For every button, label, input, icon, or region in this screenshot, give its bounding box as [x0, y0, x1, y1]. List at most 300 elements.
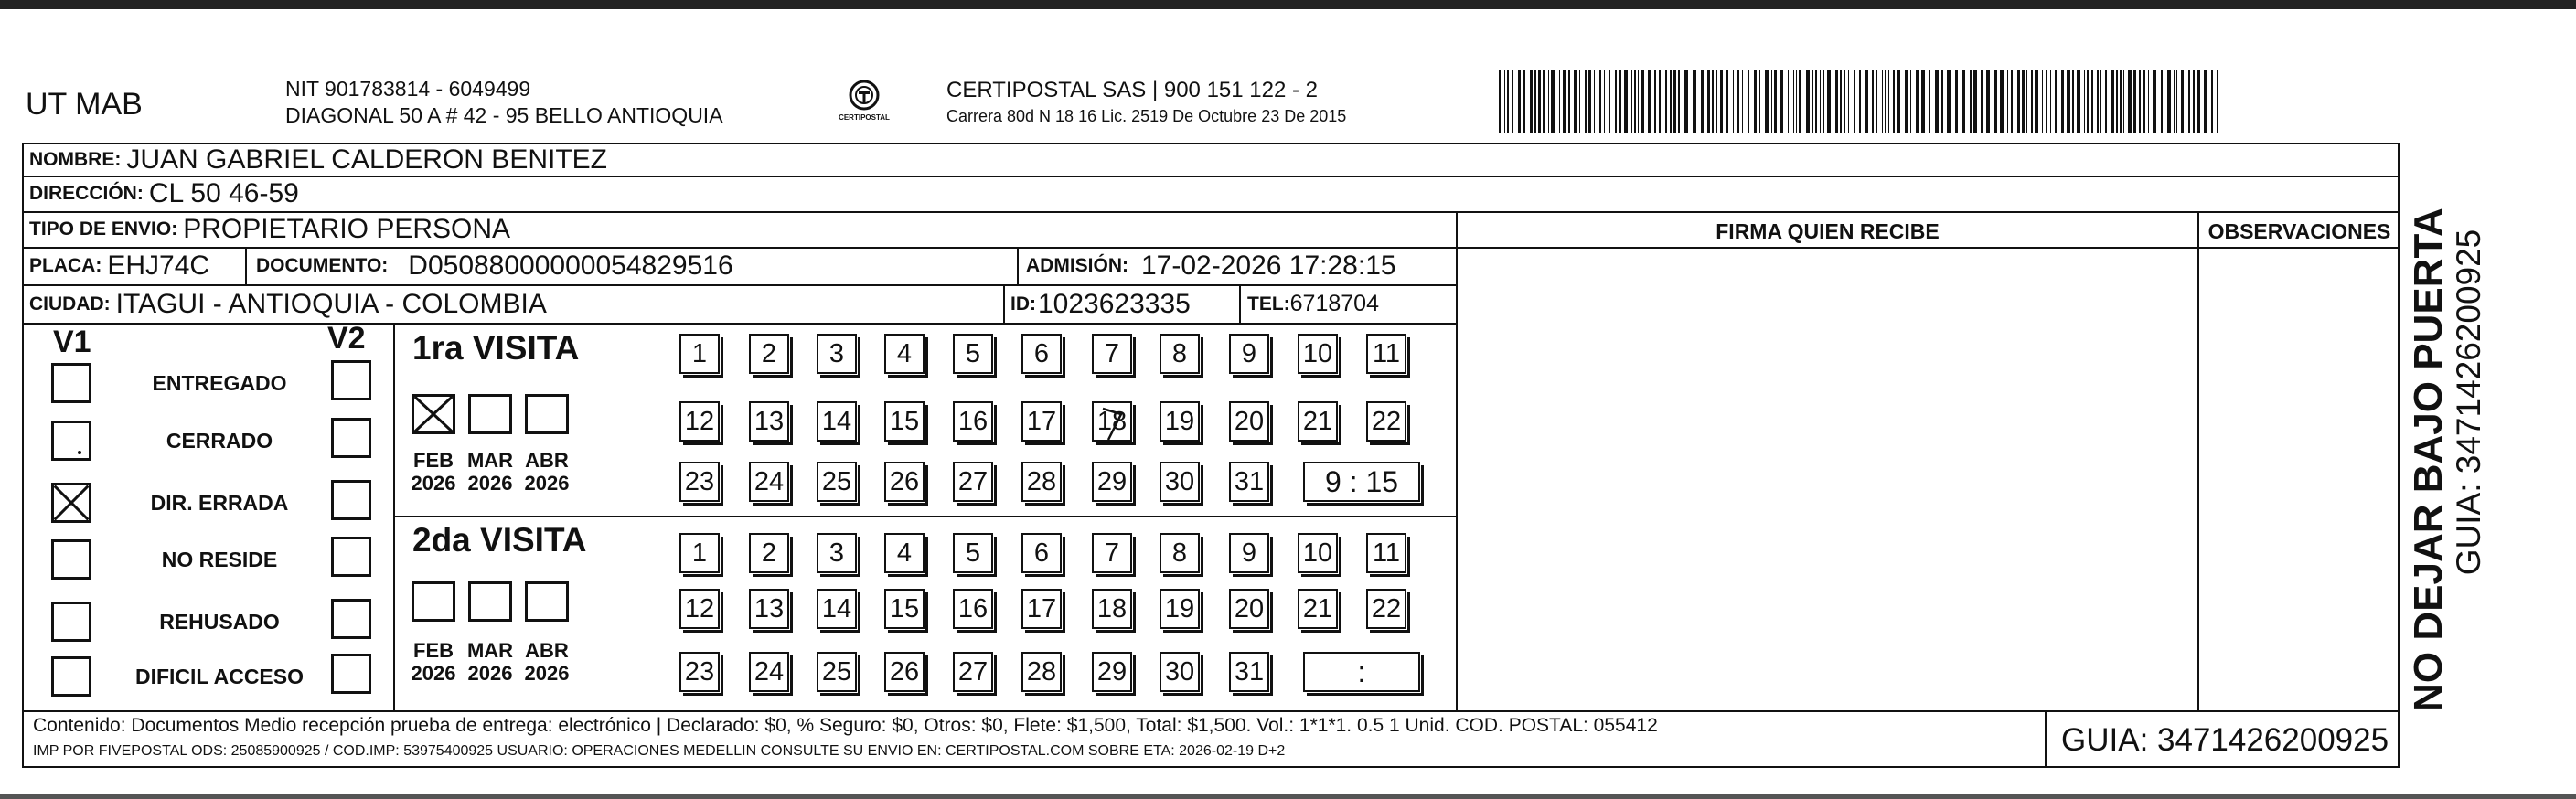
row-divider-footer	[22, 710, 2400, 712]
visit1-day-16[interactable]: 16	[953, 401, 993, 442]
barcode-bar	[2111, 70, 2114, 133]
barcode-bar	[1716, 70, 1717, 133]
visit1-day-13[interactable]: 13	[749, 401, 789, 442]
visit2-day-15[interactable]: 15	[884, 589, 925, 629]
v2-checkbox-2[interactable]	[331, 418, 371, 458]
barcode-bar	[1854, 70, 1855, 133]
status-label-4: NO RESIDE	[161, 548, 278, 571]
v2-checkbox-3[interactable]	[331, 480, 371, 520]
visit1-month-label-3	[519, 449, 574, 495]
visit2-day-19[interactable]: 19	[1160, 589, 1200, 629]
v1-checkbox-3[interactable]	[51, 483, 91, 523]
visit1-day-18[interactable]: 18	[1092, 401, 1132, 442]
barcode-bar	[1585, 70, 1587, 133]
visit1-day-4[interactable]: 4	[884, 334, 925, 374]
barcode-bar	[2042, 70, 2043, 133]
visit1-day-23[interactable]: 23	[679, 462, 720, 502]
barcode-bar	[2153, 70, 2156, 133]
visit1-day-7[interactable]: 7	[1092, 334, 1132, 374]
visit2-month-box-3[interactable]	[525, 581, 569, 622]
barcode-bar	[2133, 70, 2136, 133]
barcode-bar	[2174, 70, 2175, 133]
barcode-bar	[1530, 70, 1533, 133]
v2-checkbox-1[interactable]	[331, 360, 371, 400]
barcode-bar	[1701, 70, 1704, 133]
v1-checkbox-4[interactable]	[51, 539, 91, 580]
barcode-bar	[1848, 70, 1849, 133]
visit1-month-year-1: 2026	[411, 472, 456, 495]
barcode-bar	[1865, 70, 1868, 133]
barcode-bar	[1499, 70, 1501, 133]
barcode-bar	[1788, 70, 1789, 133]
barcode-bar	[2120, 70, 2122, 133]
visit2-day-2[interactable]: 2	[749, 533, 789, 573]
visit2-day-11[interactable]: 11	[1366, 533, 1406, 573]
barcode-bar	[2100, 70, 2101, 133]
barcode-bar	[1512, 70, 1513, 133]
barcode-bar	[1615, 70, 1617, 133]
visit1-day-25[interactable]: 25	[817, 462, 857, 502]
visit2-day-6[interactable]: 6	[1021, 533, 1062, 573]
barcode-bar	[1543, 70, 1545, 133]
visit2-month-name-2: MAR	[466, 639, 514, 662]
barcode-bar	[2061, 70, 2064, 133]
visit2-day-21[interactable]: 21	[1298, 589, 1338, 629]
barcode-bar	[1840, 70, 1842, 133]
ciudad-label: CIUDAD:	[29, 293, 111, 314]
barcode-bar	[1859, 70, 1861, 133]
barcode-bar	[1507, 70, 1509, 133]
visit2-time-box[interactable]: :	[1303, 652, 1420, 692]
visit2-day-13[interactable]: 13	[749, 589, 789, 629]
visit1-day-17[interactable]: 17	[1021, 401, 1062, 442]
placa-label: PLACA:	[29, 255, 102, 276]
v1-checkbox-1[interactable]	[51, 363, 91, 403]
visit2-day-29[interactable]: 29	[1092, 652, 1132, 692]
barcode-bar	[2161, 70, 2163, 133]
barcode-bar	[1806, 70, 1810, 133]
visit1-day-29[interactable]: 29	[1092, 462, 1132, 502]
visit2-day-23[interactable]: 23	[679, 652, 720, 692]
barcode-bar	[1670, 70, 1672, 133]
logo-text: CERTIPOSTAL	[839, 113, 890, 122]
visit1-time-box[interactable]: 9 : 15	[1303, 462, 1420, 502]
barcode-bar	[1563, 70, 1566, 133]
barcode-bar	[1609, 70, 1610, 133]
footer-contenido: Contenido: Documentos Medio recepción prueba de entrega: electrónico | Declarado: $0, % Seguro: $0, Otros: $0, Flete: $1,500, Total: $1,500. Vol.: 1*1*1. 0.5 1 Unid. COD. POSTAL: 055412	[33, 715, 1658, 736]
company-nit: NIT 901783814 - 6049499	[285, 77, 531, 101]
barcode-bar	[1579, 70, 1580, 133]
visit2-day-25[interactable]: 25	[817, 652, 857, 692]
company-address: DIAGONAL 50 A # 42 - 95 BELLO ANTIOQUIA	[285, 103, 723, 127]
ciudad-value: ITAGUI - ANTIOQUIA - COLOMBIA	[115, 288, 547, 319]
visit1-day-21[interactable]: 21	[1298, 401, 1338, 442]
visit1-day-28[interactable]: 28	[1021, 462, 1062, 502]
visit2-day-7[interactable]: 7	[1092, 533, 1132, 573]
visit1-day-24[interactable]: 24	[749, 462, 789, 502]
barcode-bar	[2084, 70, 2085, 133]
visit1-day-26[interactable]: 26	[884, 462, 925, 502]
barcode-bar	[2017, 70, 2020, 133]
barcode-bar	[1893, 70, 1895, 133]
v1-checkbox-6[interactable]	[51, 656, 91, 697]
barcode-bar	[1634, 70, 1636, 133]
barcode-bar	[1742, 70, 1743, 133]
barcode-bar	[1518, 70, 1521, 133]
barcode-bar	[1604, 70, 1605, 133]
visit2-day-30[interactable]: 30	[1160, 652, 1200, 692]
v2-checkbox-5[interactable]	[331, 599, 371, 639]
visit2-day-27[interactable]: 27	[953, 652, 993, 692]
field-id	[1010, 285, 1191, 323]
tipo-envio-value: PROPIETARIO PERSONA	[183, 214, 511, 244]
placa-value: EHJ74C	[107, 250, 210, 281]
visit2-day-8[interactable]: 8	[1160, 533, 1200, 573]
certipostal-logo	[828, 75, 901, 130]
visit1-month-label-1	[406, 449, 461, 495]
barcode-bar	[1882, 70, 1883, 133]
field-ciudad	[29, 285, 547, 323]
v2-header: V2	[327, 321, 366, 356]
barcode-bar	[1631, 70, 1632, 133]
visit1-day-27[interactable]: 27	[953, 462, 993, 502]
barcode-bar	[2143, 70, 2145, 133]
barcode-bar	[1504, 70, 1505, 133]
footer-guia: GUIA: 3471426200925	[2061, 722, 2389, 758]
visit1-month-label-2	[463, 449, 518, 495]
barcode-bar	[2087, 70, 2089, 133]
visit2-day-5[interactable]: 5	[953, 533, 993, 573]
visit2-month-year-1: 2026	[411, 662, 456, 685]
status-label-6: DIFICIL ACCESO	[134, 665, 304, 688]
barcode-bar	[1905, 70, 1908, 133]
documento-label: DOCUMENTO:	[256, 255, 389, 276]
barcode-bar	[1888, 70, 1889, 133]
barcode-bar	[1712, 70, 1714, 133]
top-border	[0, 0, 2576, 9]
barcode-bar	[1771, 70, 1772, 133]
col-divider-firma	[1456, 211, 1458, 710]
nombre-label: NOMBRE:	[29, 148, 122, 170]
barcode-bar	[1835, 70, 1838, 133]
barcode-bar	[1935, 70, 1939, 133]
direccion-value: CL 50 46-59	[148, 178, 299, 208]
barcode-bar	[1619, 70, 1621, 133]
barcode-bar	[1872, 70, 1874, 133]
visit-divider	[393, 516, 1456, 517]
barcode-bar	[1796, 70, 1797, 133]
visit1-day-12[interactable]: 12	[679, 401, 720, 442]
status-label-3: DIR. ERRADA	[150, 491, 289, 515]
barcode-bar	[2077, 70, 2080, 133]
barcode-bar	[1673, 70, 1676, 133]
barcode-bar	[1648, 70, 1651, 133]
barcode-bar	[1538, 70, 1541, 133]
visit2-month-year-3: 2026	[524, 662, 570, 685]
visit2-month-label-2	[463, 639, 518, 685]
visit2-day-1[interactable]: 1	[679, 533, 720, 573]
field-nombre	[29, 144, 607, 176]
barcode-bar	[1559, 70, 1560, 133]
barcode-bar	[1827, 70, 1831, 133]
visit2-month-name-3: ABR	[525, 639, 569, 662]
barcode-bar	[1916, 70, 1919, 133]
firma-header: FIRMA QUIEN RECIBE	[1716, 219, 1940, 243]
visit2-day-24[interactable]: 24	[749, 652, 789, 692]
footer-impresion: IMP POR FIVEPOSTAL ODS: 25085900925 / COD.IMP: 53975400925 USUARIO: OPERACIONES MEDELLIN CONSULTE SU ENVIO EN: CERTIPOSTAL.COM SOBRE ETA: 2026-02-19 D+2	[33, 743, 1286, 759]
barcode-bar	[1820, 70, 1821, 133]
visit2-day-18[interactable]: 18	[1092, 589, 1132, 629]
barcode-bar	[2035, 70, 2038, 133]
barcode-bar	[2046, 70, 2047, 133]
barcode-bar	[1981, 70, 1983, 133]
barcode-bar	[1780, 70, 1783, 133]
field-tipo-envio	[29, 212, 510, 247]
barcode-bar	[1962, 70, 1965, 133]
visit2-month-box-1[interactable]	[412, 581, 455, 622]
visit1-day-14[interactable]: 14	[817, 401, 857, 442]
observaciones-header: OBSERVACIONES	[2207, 219, 2391, 243]
visit1-day-30[interactable]: 30	[1160, 462, 1200, 502]
barcode-bar	[1523, 70, 1525, 133]
barcode-bar	[1929, 70, 1930, 133]
barcode-bar	[2022, 70, 2025, 133]
barcode-bar	[2031, 70, 2033, 133]
visit2-month-label-3	[519, 639, 574, 685]
visit1-day-3[interactable]: 3	[817, 334, 857, 374]
barcode-bar	[1737, 70, 1739, 133]
v1-checkbox-2[interactable]	[51, 421, 91, 461]
barcode-bar	[1793, 70, 1794, 133]
visit1-month-box-2[interactable]	[468, 394, 512, 434]
barcode-bar	[1659, 70, 1661, 133]
visit2-day-26[interactable]: 26	[884, 652, 925, 692]
barcode-bar	[2011, 70, 2013, 133]
visit1-month-box-3[interactable]	[525, 394, 569, 434]
barcode-bar	[1720, 70, 1723, 133]
visit1-day-31[interactable]: 31	[1229, 462, 1269, 502]
barcode-bar	[2097, 70, 2099, 133]
v1-checkbox-5[interactable]	[51, 602, 91, 642]
barcode-bar	[1594, 70, 1595, 133]
visit2-day-14[interactable]: 14	[817, 589, 857, 629]
visit1-day-22[interactable]: 22	[1366, 401, 1406, 442]
barcode-bar	[2193, 70, 2195, 133]
barcode-bar	[2181, 70, 2184, 133]
barcode	[1495, 70, 2227, 133]
barcode-bar	[1986, 70, 1990, 133]
visit1-day-6[interactable]: 6	[1021, 334, 1062, 374]
barcode-bar	[1534, 70, 1536, 133]
barcode-bar	[2050, 70, 2051, 133]
visit1-month-name-3: ABR	[525, 449, 569, 472]
admision-label: ADMISIÓN:	[1026, 255, 1128, 276]
visit1-day-2[interactable]: 2	[749, 334, 789, 374]
barcode-bar	[2026, 70, 2027, 133]
barcode-bar	[1641, 70, 1644, 133]
side-guia: GUIA: 3471426200925	[2450, 229, 2487, 576]
visit2-day-31[interactable]: 31	[1229, 652, 1269, 692]
barcode-bar	[1955, 70, 1958, 133]
barcode-bar	[1665, 70, 1667, 133]
barcode-bar	[1844, 70, 1845, 133]
barcode-bar	[2105, 70, 2107, 133]
documento-value: D05088000000054829516	[408, 250, 733, 281]
barcode-bar	[1774, 70, 1777, 133]
col-divider-id	[1003, 284, 1005, 323]
field-placa	[29, 248, 209, 284]
visit1-day-8[interactable]: 8	[1160, 334, 1200, 374]
barcode-bar	[2204, 70, 2207, 133]
field-tel	[1247, 285, 1379, 323]
barcode-bar	[1897, 70, 1900, 133]
v1-header: V1	[53, 325, 91, 359]
visit1-month-name-2: MAR	[466, 449, 514, 472]
barcode-bar	[1812, 70, 1813, 133]
barcode-bar	[1638, 70, 1639, 133]
status-label-1: ENTREGADO	[152, 371, 287, 395]
visit1-day-11[interactable]: 11	[1366, 334, 1406, 374]
col-divider-placa	[245, 247, 247, 284]
barcode-bar	[2128, 70, 2132, 133]
side-warning: NO DEJAR BAJO PUERTA	[2406, 208, 2451, 712]
barcode-bar	[1624, 70, 1628, 133]
barcode-bar	[1823, 70, 1824, 133]
visit2-title: 2da VISITA	[412, 521, 587, 559]
barcode-bar	[1599, 70, 1601, 133]
barcode-bar	[1799, 70, 1801, 133]
barcode-graphic	[1495, 70, 2227, 133]
barcode-bar	[1876, 70, 1877, 133]
barcode-bar	[1947, 70, 1951, 133]
barcode-bar	[2176, 70, 2177, 133]
barcode-bar	[1551, 70, 1555, 133]
visit1-title: 1ra VISITA	[412, 329, 580, 367]
barcode-bar	[1654, 70, 1656, 133]
barcode-bar	[2055, 70, 2057, 133]
visit2-day-28[interactable]: 28	[1021, 652, 1062, 692]
visit1-month-name-1: FEB	[413, 449, 454, 472]
barcode-bar	[1574, 70, 1577, 133]
visit2-month-name-1: FEB	[413, 639, 454, 662]
barcode-bar	[2072, 70, 2074, 133]
barcode-bar	[1885, 70, 1886, 133]
visit2-day-4[interactable]: 4	[884, 533, 925, 573]
barcode-bar	[1815, 70, 1817, 133]
barcode-bar	[1588, 70, 1591, 133]
barcode-bar	[1678, 70, 1680, 133]
day-mark-icon	[1094, 403, 1134, 443]
visit2-day-16[interactable]: 16	[953, 589, 993, 629]
visit1-day-20[interactable]: 20	[1229, 401, 1269, 442]
v2-checkbox-6[interactable]	[331, 654, 371, 694]
barcode-bar	[1765, 70, 1769, 133]
v2-checkbox-4[interactable]	[331, 537, 371, 577]
barcode-bar	[2067, 70, 2070, 133]
barcode-bar	[2197, 70, 2200, 133]
visit1-day-15[interactable]: 15	[884, 401, 925, 442]
visit2-month-label-1	[406, 639, 461, 685]
barcode-bar	[1684, 70, 1688, 133]
visit1-day-5[interactable]: 5	[953, 334, 993, 374]
visit1-day-10[interactable]: 10	[1298, 334, 1338, 374]
barcode-bar	[1910, 70, 1911, 133]
barcode-bar	[1759, 70, 1760, 133]
barcode-bar	[1973, 70, 1977, 133]
direccion-label: DIRECCIÓN:	[29, 183, 144, 204]
barcode-bar	[2091, 70, 2093, 133]
barcode-bar	[2116, 70, 2118, 133]
field-documento	[256, 248, 733, 284]
barcode-bar	[1748, 70, 1749, 133]
field-direccion	[29, 176, 299, 211]
barcode-bar	[1994, 70, 1997, 133]
row-divider-1	[22, 176, 2400, 177]
barcode-bar	[1568, 70, 1570, 133]
carrier-license: Carrera 80d N 18 16 Lic. 2519 De Octubre 23 De 2015	[946, 107, 1347, 125]
bottom-border	[0, 794, 2576, 799]
col-divider-admision	[1017, 247, 1019, 284]
id-value: 1023623335	[1038, 288, 1191, 319]
visit1-month-year-2: 2026	[467, 472, 513, 495]
carrier-name: CERTIPOSTAL SAS | 900 151 122 - 2	[946, 78, 1318, 102]
visit2-day-9[interactable]: 9	[1229, 533, 1269, 573]
barcode-bar	[2000, 70, 2004, 133]
visit2-month-box-2[interactable]	[468, 581, 512, 622]
barcode-bar	[2139, 70, 2141, 133]
field-admision	[1026, 248, 1396, 284]
visit1-day-1[interactable]: 1	[679, 334, 720, 374]
barcode-bar	[2211, 70, 2213, 133]
visit2-day-17[interactable]: 17	[1021, 589, 1062, 629]
barcode-bar	[1548, 70, 1549, 133]
barcode-bar	[1921, 70, 1925, 133]
visit2-day-22[interactable]: 22	[1366, 589, 1406, 629]
barcode-bar	[1754, 70, 1757, 133]
col-divider-tel	[1239, 284, 1241, 323]
visit1-day-19[interactable]: 19	[1160, 401, 1200, 442]
tipo-envio-label: TIPO DE ENVIO:	[29, 218, 178, 240]
visit2-day-20[interactable]: 20	[1229, 589, 1269, 629]
barcode-bar	[1726, 70, 1728, 133]
visit1-day-9[interactable]: 9	[1229, 334, 1269, 374]
visit1-month-box-1[interactable]	[412, 394, 455, 434]
nombre-value: JUAN GABRIEL CALDERON BENITEZ	[126, 144, 607, 175]
barcode-bar	[1693, 70, 1696, 133]
visit2-day-3[interactable]: 3	[817, 533, 857, 573]
id-label: ID:	[1010, 293, 1036, 314]
status-label-2: CERRADO	[166, 429, 273, 453]
barcode-bar	[2123, 70, 2124, 133]
barcode-bar	[1970, 70, 1972, 133]
admision-value: 17-02-2026 17:28:15	[1141, 250, 1396, 281]
status-label-5: REHUSADO	[159, 610, 280, 634]
barcode-bar	[1733, 70, 1734, 133]
visit1-month-year-3: 2026	[524, 472, 570, 495]
tel-label: TEL:	[1247, 293, 1290, 314]
certipostal-logo-icon	[828, 75, 901, 130]
col-divider-guia	[2045, 710, 2047, 768]
col-divider-obs	[2197, 211, 2199, 710]
visit2-day-12[interactable]: 12	[679, 589, 720, 629]
visit2-month-year-2: 2026	[467, 662, 513, 685]
barcode-bar	[2217, 70, 2218, 133]
barcode-bar	[1707, 70, 1710, 133]
visit2-day-10[interactable]: 10	[1298, 533, 1338, 573]
barcode-bar	[2148, 70, 2149, 133]
company-name: UT MAB	[26, 87, 143, 122]
tel-value: 6718704	[1289, 291, 1379, 316]
